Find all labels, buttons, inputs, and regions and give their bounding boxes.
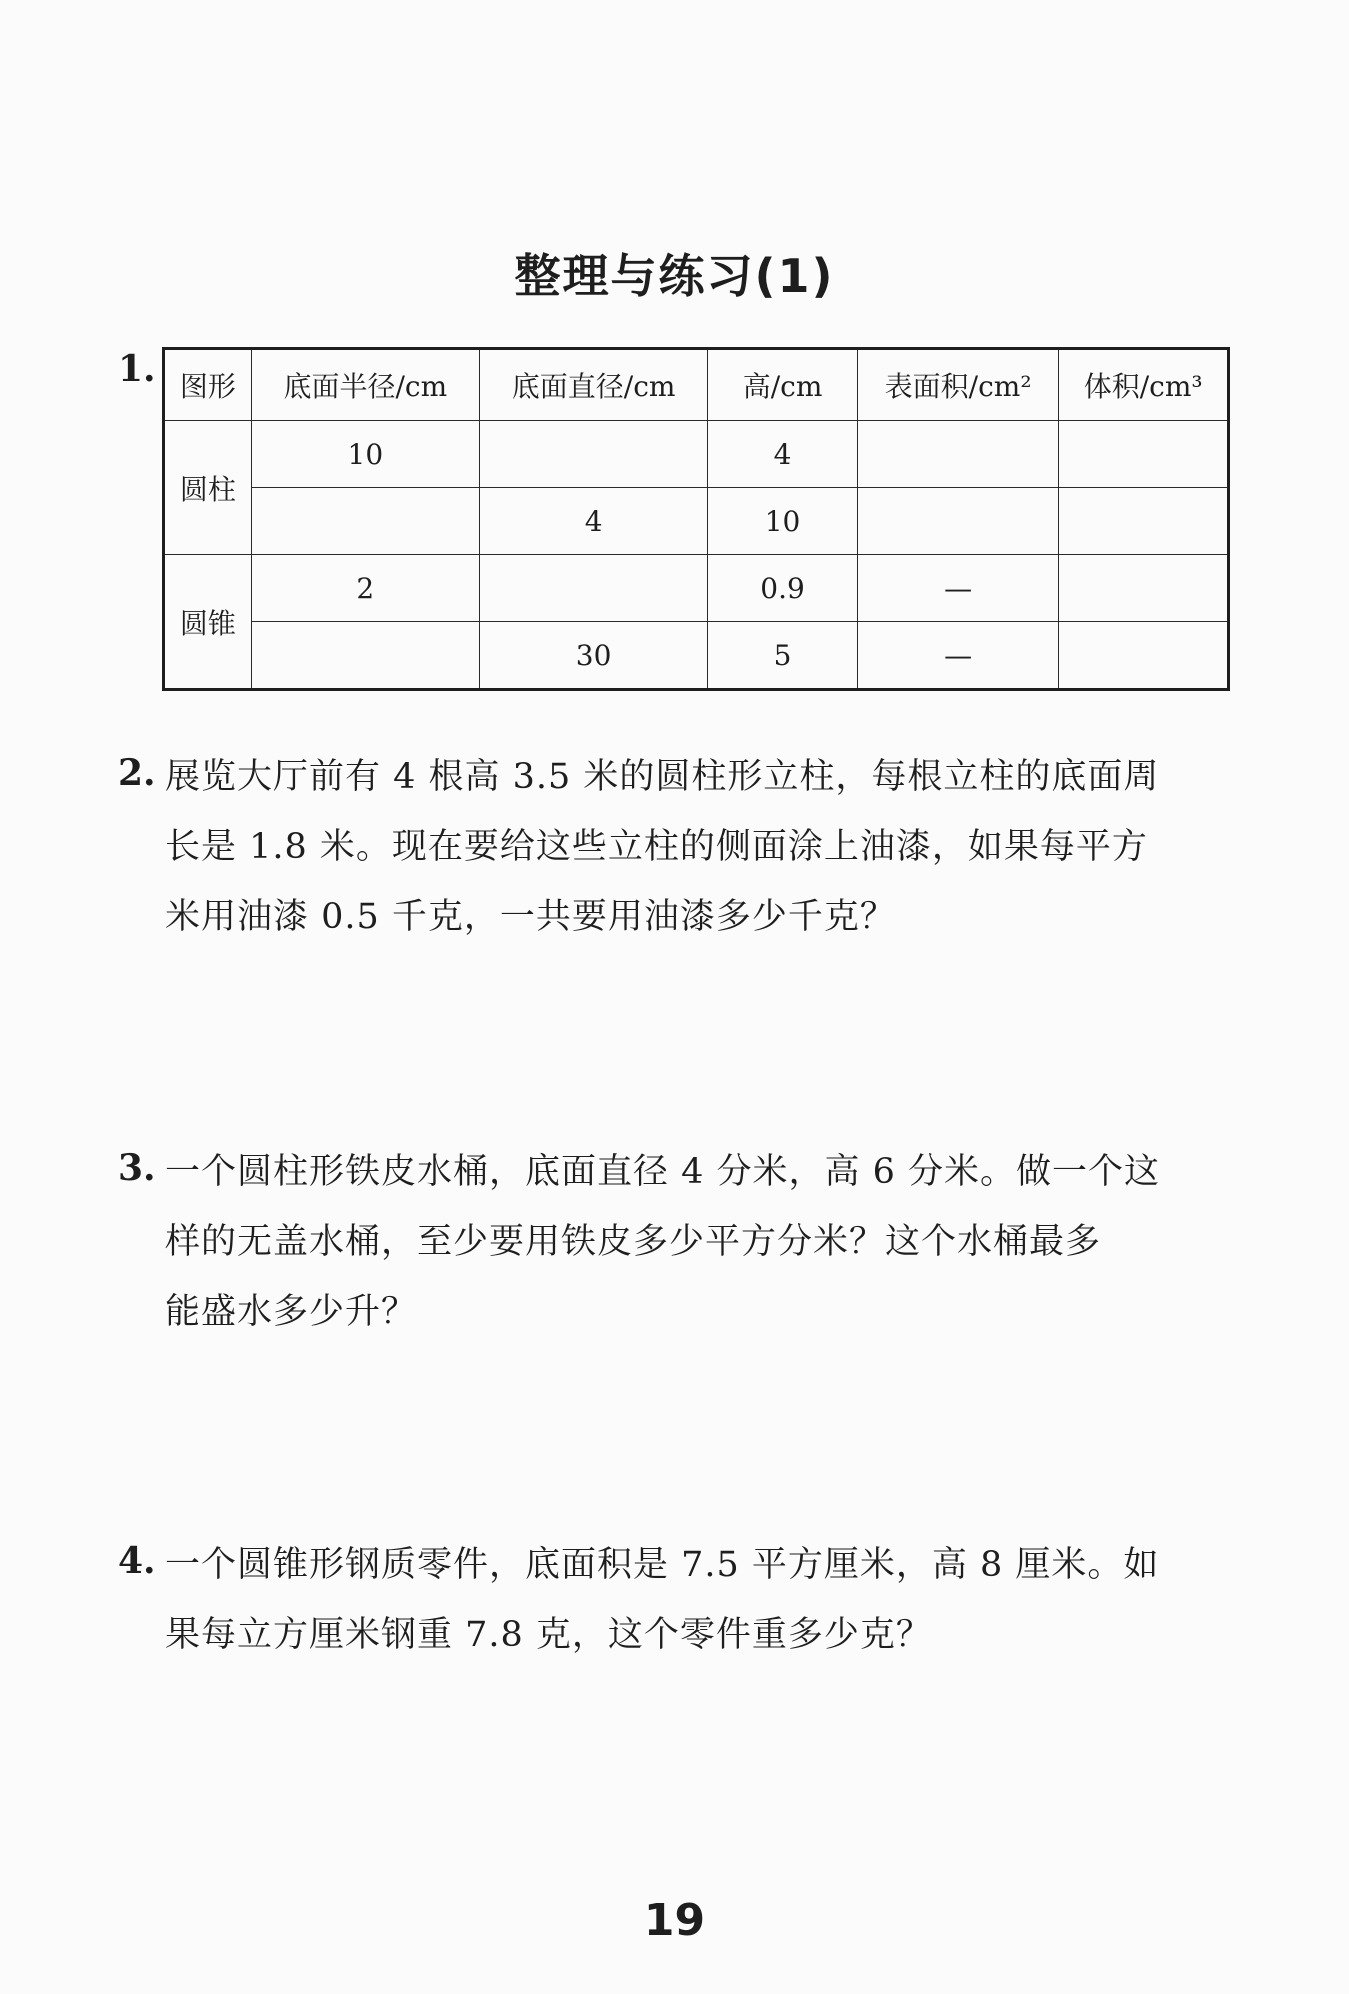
- header-volume: 体积/cm³: [1059, 349, 1229, 421]
- page-number: 19: [643, 1895, 706, 1946]
- question-1-number: 1.: [118, 348, 156, 390]
- question-2-line: 米用油漆 0.5 千克，一共要用油漆多少千克？: [165, 897, 896, 937]
- diameter-cell: 4: [479, 488, 707, 555]
- surface-cell: —: [857, 555, 1058, 622]
- header-surface-area: 表面积/cm²: [857, 349, 1058, 421]
- question-2-number: 2.: [118, 752, 156, 794]
- diameter-cell: [479, 555, 707, 622]
- question-4-line: 果每立方厘米钢重 7.8 克，这个零件重多少克？: [165, 1615, 932, 1655]
- header-diameter: 底面直径/cm: [479, 349, 707, 421]
- cylinder-cone-table: [162, 347, 1230, 691]
- table-row: [164, 488, 1229, 555]
- header-shape: 图形: [164, 349, 252, 421]
- radius-cell: [251, 622, 479, 690]
- diameter-cell: [479, 421, 707, 488]
- table-row: [164, 421, 1229, 488]
- surface-cell: [857, 421, 1058, 488]
- question-2-line: 展览大厅前有 4 根高 3.5 米的圆柱形立柱，每根立柱的底面周: [165, 757, 1160, 797]
- height-cell: 4: [708, 421, 858, 488]
- volume-cell: [1059, 421, 1229, 488]
- question-3-line: 能盛水多少升？: [165, 1292, 418, 1332]
- table-header-row: [164, 349, 1229, 421]
- page-title: 整理与练习(1): [514, 249, 835, 303]
- volume-cell: [1059, 622, 1229, 690]
- question-3-number: 3.: [118, 1147, 156, 1189]
- shape-cell-cone: 圆锥: [164, 555, 252, 690]
- volume-cell: [1059, 488, 1229, 555]
- height-cell: 0.9: [708, 555, 858, 622]
- radius-cell: 10: [251, 421, 479, 488]
- height-cell: 5: [708, 622, 858, 690]
- table-row: [164, 622, 1229, 690]
- volume-cell: [1059, 555, 1229, 622]
- question-3-text: [165, 1137, 1240, 1347]
- header-radius: 底面半径/cm: [251, 349, 479, 421]
- question-3-line: 样的无盖水桶，至少要用铁皮多少平方分米？这个水桶最多: [165, 1222, 1102, 1262]
- question-3-line: 一个圆柱形铁皮水桶，底面直径 4 分米，高 6 分米。做一个这: [165, 1152, 1161, 1192]
- header-height: 高/cm: [708, 349, 858, 421]
- surface-cell: [857, 488, 1058, 555]
- radius-cell: 2: [251, 555, 479, 622]
- question-2-text: [165, 742, 1240, 952]
- question-4-number: 4.: [118, 1540, 156, 1582]
- question-2-line: 长是 1.8 米。现在要给这些立柱的侧面涂上油漆，如果每平方: [165, 827, 1148, 867]
- radius-cell: [251, 488, 479, 555]
- surface-cell: —: [857, 622, 1058, 690]
- diameter-cell: 30: [479, 622, 707, 690]
- shape-cell-cylinder: 圆柱: [164, 421, 252, 555]
- question-4-line: 一个圆锥形钢质零件，底面积是 7.5 平方厘米，高 8 厘米。如: [165, 1545, 1160, 1585]
- height-cell: 10: [708, 488, 858, 555]
- table-row: [164, 555, 1229, 622]
- question-4-text: [165, 1530, 1240, 1670]
